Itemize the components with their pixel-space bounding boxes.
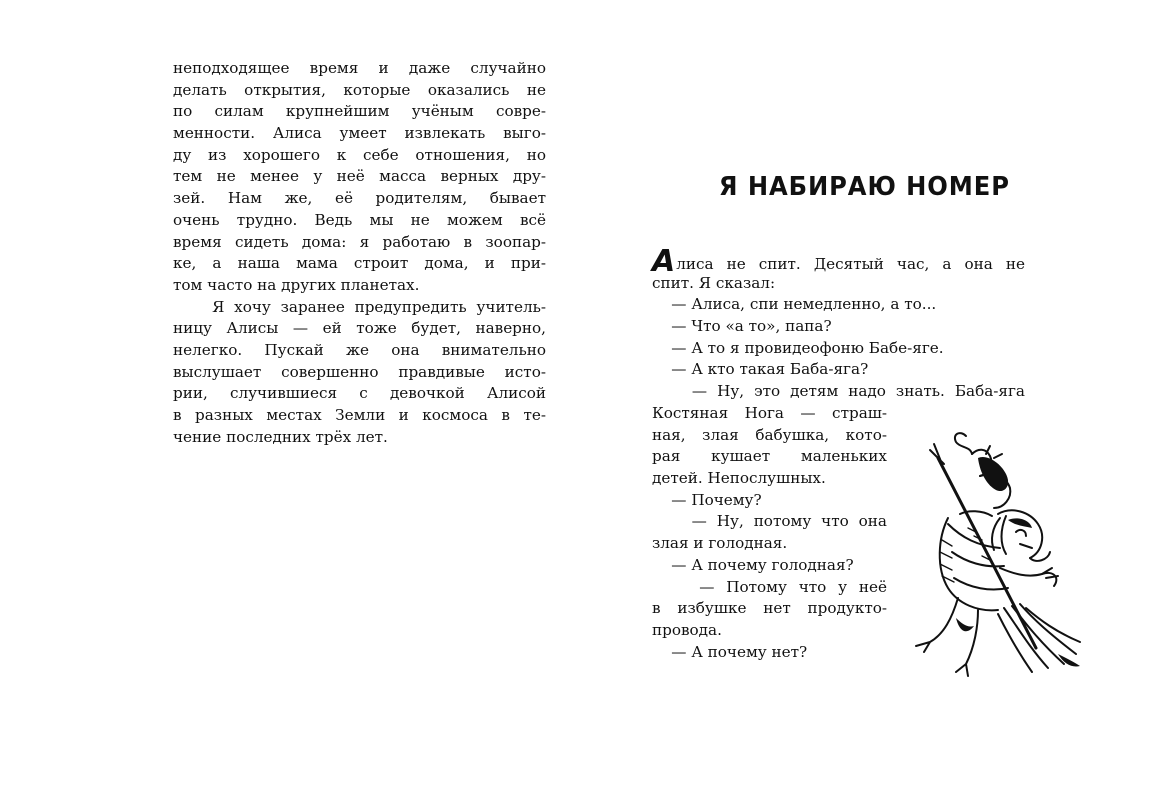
text-line: Я хочу заранее предупредить учитель- [173,297,546,316]
text-line: том часто на других планетах. [173,275,420,294]
text-line: — Что «а то», папа? [652,317,832,336]
text-line: ная, злая бабушка, кото- [652,425,887,444]
chapter-title: Я НАБИРАЮ НОМЕР [718,172,1010,202]
text-line: провода. [652,620,722,639]
text-line: неподходящее время и даже случайно [173,59,546,77]
text-line: менности. Алиса умеет извлекать выго- [173,124,546,143]
text-line: делать открытия, которые оказались не [173,80,546,99]
text-line: по силам крупнейшим учёным совре- [173,102,546,121]
text-line: очень трудно. Ведь мы не можем всё [173,210,546,229]
text-line: Костяная Нога — страш- [652,404,887,422]
right-page [580,0,1160,792]
left-page-text [173,58,546,448]
text-line: злая и голодная. [652,534,788,553]
text-line: — Ну, это детям надо знать. Баба-яга [652,382,1025,401]
text-line: выслушает совершенно правдивые исто- [173,362,546,381]
text-line [652,244,1025,279]
right-page-text-narrow [652,403,887,663]
text-line: — Почему? [652,490,762,509]
text-line: ду из хорошего к себе отношения, но [173,145,546,164]
text-line: нелегко. Пускай же она внимательно [173,340,546,359]
drop-cap: А [652,244,676,279]
text-line: — Алиса, спи немедленно, а то... [652,295,937,314]
text-line: спит. Я сказал: [652,273,776,292]
text-line: в избушке нет продукто- [652,599,887,618]
text-line: — А то я провидеофоню Бабе-яге. [652,338,944,357]
text-line: ке, а наша мама строит дома, и при- [173,254,546,273]
text-line: тем не менее у неё масса верных дру- [173,167,546,186]
text-line: рая кушает маленьких [652,447,887,466]
baba-yaga-illustration-icon [908,428,1088,680]
first-line-rest: лиса не спит. Десятый час, а она не [676,255,1025,273]
text-line: в разных местах Земли и космоса в те- [173,406,546,424]
text-line: — Потому что у неё [652,577,887,596]
text-line: чение последних трёх лет. [173,427,388,446]
text-line: — А кто такая Баба-яга? [652,360,869,379]
text-line: — А почему нет? [652,642,808,661]
text-line: ницу Алисы — ей тоже будет, наверно, [173,319,546,338]
text-line: детей. Непослушных. [652,469,826,488]
text-line: — А почему голодная? [652,555,854,574]
text-line: зей. Нам же, её родителям, бывает [173,189,546,208]
text-line: рии, случившиеся с девочкой Алисой [173,384,546,403]
text-line: время сидеть дома: я работаю в зоопар- [173,232,546,251]
right-page-text-wide [652,244,1025,403]
text-line: — Ну, потому что она [652,512,887,531]
